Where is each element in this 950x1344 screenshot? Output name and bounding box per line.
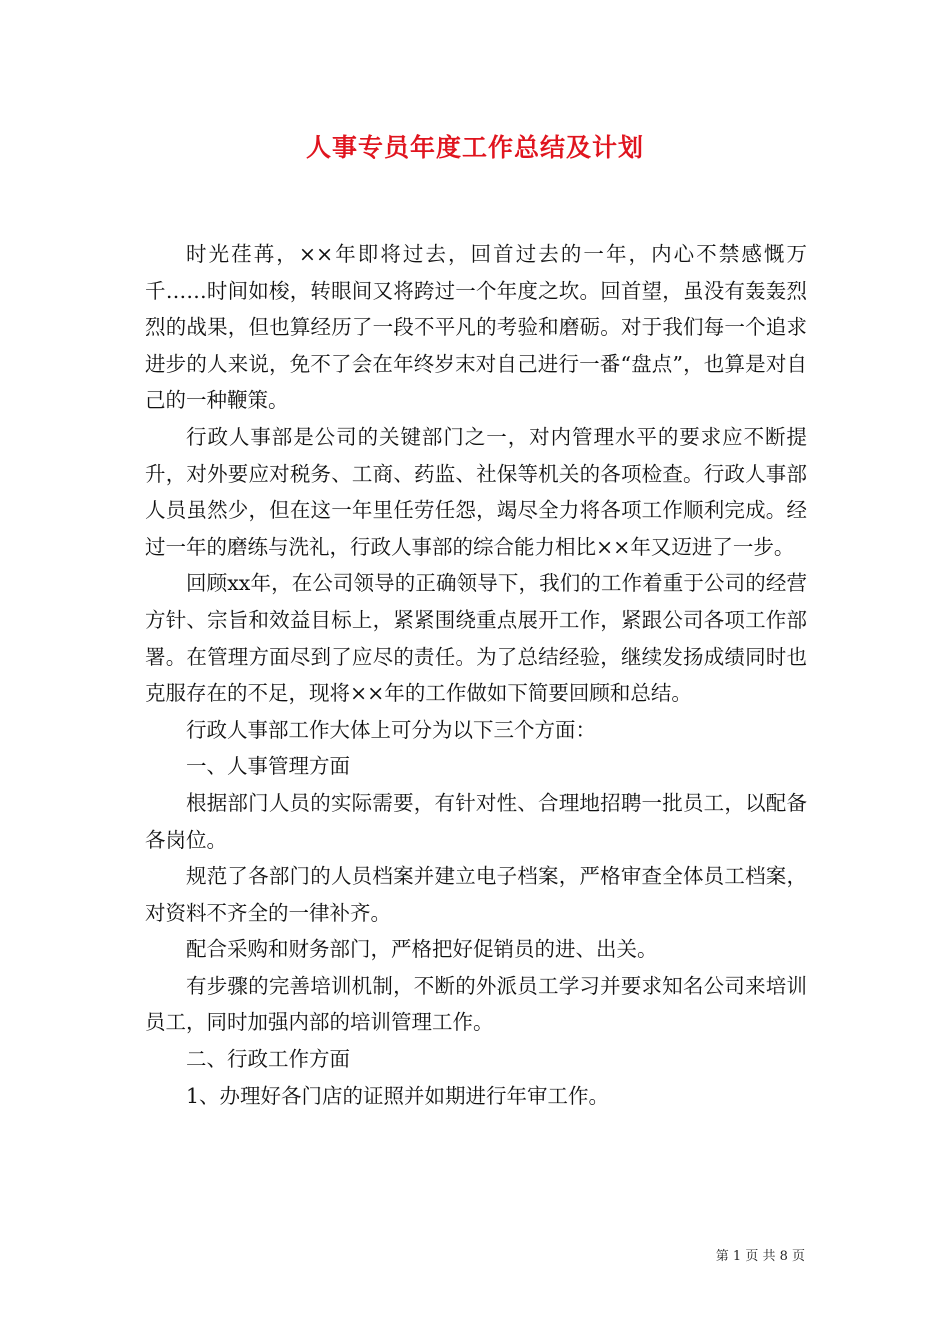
paragraph-recruitment: 根据部门人员的实际需要，有针对性、合理地招聘一批员工，以配备各岗位。 (145, 790, 807, 852)
paragraph-intro: 时光荏苒，××年即将过去，回首过去的一年，内心不禁感慨万千……时间如梭，转眼间又将跨过一个年度之坎。回首望，虽没有轰轰烈烈的战果，但也算经历了一段不平凡的考验和磨砺。对于我们每一个追求进步的人来说，免不了会在年终岁末对自己进行一番“盘点”，也算是对自己的一种鞭策。 (145, 242, 807, 413)
document-title: 人事专员年度工作总结及计划 (305, 133, 644, 162)
paragraph-promoters: 配合采购和财务部门，严格把好促销员的进、出关。 (186, 937, 658, 962)
paragraph-licenses: 1、办理好各门店的证照并如期进行年审工作。 (186, 1083, 610, 1108)
document-body (145, 236, 807, 1114)
page-number: 第 1 页 共 8 页 (715, 1249, 805, 1264)
section-heading-admin: 二、行政工作方面 (186, 1047, 350, 1072)
paragraph-department: 行政人事部是公司的关键部门之一，对内管理水平的要求应不断提升，对外要应对税务、工商、药监、社保等机关的各项检查。行政人事部人员虽然少，但在这一年里任劳任怨，竭尽全力将各项工作顺利完成。经过一年的磨练与洗礼，行政人事部的综合能力相比××年又迈进了一步。 (145, 424, 807, 559)
paragraph-overview: 行政人事部工作大体上可分为以下三个方面： (186, 717, 596, 742)
paragraph-archives: 规范了各部门的人员档案并建立电子档案，严格审查全体员工档案，对资料不齐全的一律补齐。 (145, 864, 807, 925)
paragraph-training: 有步骤的完善培训机制，不断的外派员工学习并要求知名公司来培训员工，同时加强内部的培训管理工作。 (145, 973, 807, 1035)
section-heading-hr: 一、人事管理方面 (186, 754, 350, 779)
paragraph-review: 回顾xx年，在公司领导的正确领导下，我们的工作着重于公司的经营方针、宗旨和效益目标上，紧紧围绕重点展开工作，紧跟公司各项工作部署。在管理方面尽到了应尽的责任。为了总结经验，继续发扬成绩同时也克服存在的不足，现将××年的工作做如下简要回顾和总结。 (145, 571, 807, 706)
